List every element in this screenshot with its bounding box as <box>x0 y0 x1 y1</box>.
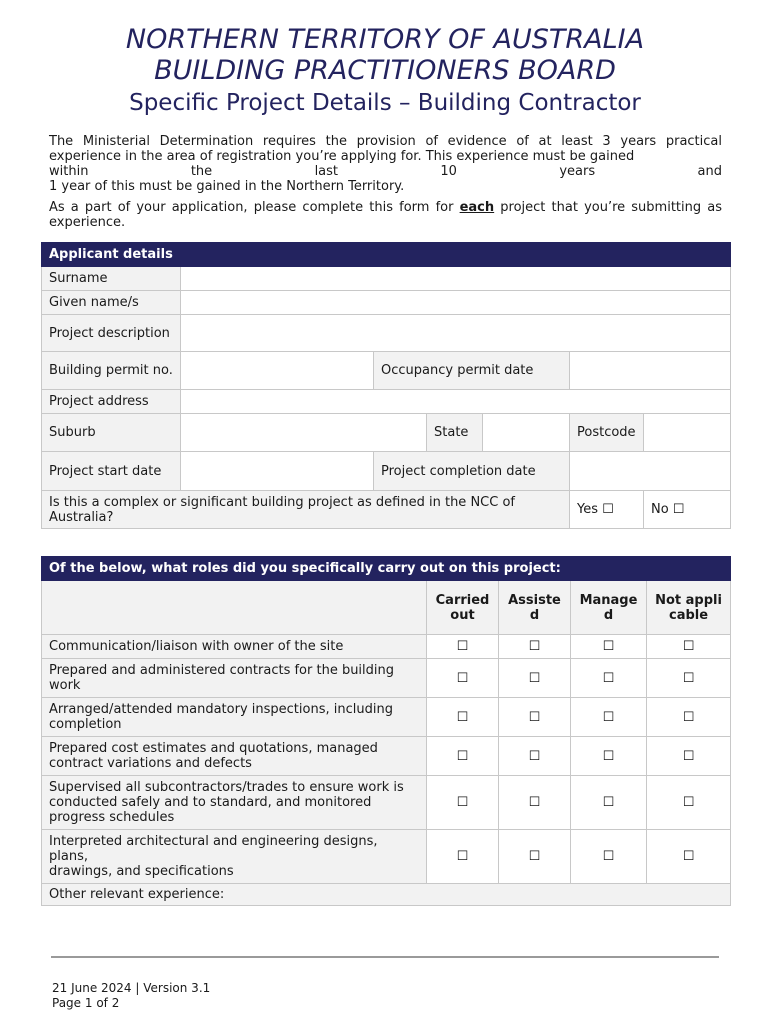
project-description-field[interactable] <box>181 315 731 352</box>
checkbox-carried-out[interactable]: ☐ <box>427 635 499 659</box>
suburb-field[interactable] <box>181 414 427 452</box>
checkbox-assisted[interactable]: ☐ <box>499 737 571 776</box>
role-rows <box>42 635 731 884</box>
intro-word: 10 <box>440 164 457 179</box>
title-line-2: BUILDING PRACTITIONERS BOARD <box>154 55 616 86</box>
checkbox-carried-out[interactable]: ☐ <box>427 776 499 830</box>
postcode-label: Postcode <box>570 414 644 452</box>
checkbox-not-applicable[interactable]: ☐ <box>647 737 731 776</box>
title-line-1: NORTHERN TERRITORY OF AUSTRALIA <box>125 24 645 55</box>
checkbox-carried-out[interactable]: ☐ <box>427 698 499 737</box>
checkbox-carried-out[interactable]: ☐ <box>427 830 499 884</box>
roles-corner <box>42 581 427 635</box>
role-label: Prepared cost estimates and quotations, managed contract variations and defects <box>42 737 427 776</box>
checkbox-managed[interactable]: ☐ <box>571 698 647 737</box>
intro-word: last <box>314 164 339 179</box>
other-experience-label: Other relevant experience: <box>42 884 731 906</box>
complex-no-checkbox[interactable]: No ☐ <box>644 491 731 529</box>
column-managed: Managed <box>571 581 647 635</box>
project-description-label: Project description <box>42 315 181 352</box>
board-title <box>0 24 770 86</box>
checkbox-carried-out[interactable]: ☐ <box>427 737 499 776</box>
state-label: State <box>427 414 483 452</box>
form-subtitle: Specific Project Details – Building Contractor <box>129 90 641 116</box>
intro-paragraph-2 <box>49 200 722 230</box>
roles-table <box>41 556 731 906</box>
role-label: Prepared and administered contracts for the building work <box>42 659 427 698</box>
footer-divider <box>51 956 719 958</box>
suburb-label: Suburb <box>42 414 181 452</box>
role-label: Interpreted architectural and engineering designs, plans, drawings, and specifications <box>42 830 427 884</box>
intro-emphasis: each <box>459 200 495 215</box>
checkbox-not-applicable[interactable]: ☐ <box>647 635 731 659</box>
role-label: Arranged/attended mandatory inspections, including completion <box>42 698 427 737</box>
footer-version: 21 June 2024 | Version 3.1 <box>52 981 211 995</box>
role-row <box>42 737 731 776</box>
intro-word: the <box>190 164 213 179</box>
checkbox-carried-out[interactable]: ☐ <box>427 659 499 698</box>
column-carried-out: Carried out <box>427 581 499 635</box>
complex-project-question: Is this a complex or significant building project as defined in the NCC of Australia? <box>42 491 570 529</box>
role-row <box>42 830 731 884</box>
checkbox-assisted[interactable]: ☐ <box>499 659 571 698</box>
checkbox-managed[interactable]: ☐ <box>571 659 647 698</box>
surname-label: Surname <box>42 267 181 291</box>
building-permit-label: Building permit no. <box>42 352 181 390</box>
project-address-field[interactable] <box>181 390 731 414</box>
project-address-label: Project address <box>42 390 181 414</box>
intro-paragraph-1 <box>49 134 722 194</box>
role-label: Communication/liaison with owner of the site <box>42 635 427 659</box>
intro-para2-b: project that you’re submitting as experience. <box>49 200 722 230</box>
role-label: Supervised all subcontractors/trades to ensure work is conducted safely and to standard, and monitored progress schedules <box>42 776 427 830</box>
intro-spread-line <box>49 164 722 179</box>
checkbox-not-applicable[interactable]: ☐ <box>647 776 731 830</box>
intro-text-a: The Ministerial Determination requires the provision of evidence of at least 3 years practical experience in the area of registration you’re applying for. This experience must be gained <box>49 134 722 164</box>
checkbox-assisted[interactable]: ☐ <box>499 635 571 659</box>
complex-yes-checkbox[interactable]: Yes ☐ <box>570 491 644 529</box>
page-footer <box>52 981 210 1011</box>
role-row <box>42 659 731 698</box>
given-names-label: Given name/s <box>42 291 181 315</box>
completion-date-label: Project completion date <box>374 452 570 491</box>
intro-word: and <box>697 164 722 179</box>
occupancy-permit-field[interactable] <box>570 352 731 390</box>
completion-date-field[interactable] <box>570 452 731 491</box>
applicant-details-table <box>41 242 731 529</box>
intro-para2-a: As a part of your application, please complete this form for <box>49 200 460 215</box>
role-row <box>42 635 731 659</box>
checkbox-assisted[interactable]: ☐ <box>499 830 571 884</box>
checkbox-assisted[interactable]: ☐ <box>499 776 571 830</box>
column-assisted: Assisted <box>499 581 571 635</box>
checkbox-not-applicable[interactable]: ☐ <box>647 830 731 884</box>
role-row <box>42 776 731 830</box>
roles-header: Of the below, what roles did you specifically carry out on this project: <box>42 557 731 581</box>
role-row <box>42 698 731 737</box>
checkbox-assisted[interactable]: ☐ <box>499 698 571 737</box>
checkbox-managed[interactable]: ☐ <box>571 737 647 776</box>
intro-text-b: 1 year of this must be gained in the Northern Territory. <box>49 179 405 194</box>
postcode-field[interactable] <box>644 414 731 452</box>
checkbox-managed[interactable]: ☐ <box>571 776 647 830</box>
start-date-label: Project start date <box>42 452 181 491</box>
occupancy-permit-label: Occupancy permit date <box>374 352 570 390</box>
surname-field[interactable] <box>181 267 731 291</box>
start-date-field[interactable] <box>181 452 374 491</box>
checkbox-managed[interactable]: ☐ <box>571 635 647 659</box>
checkbox-not-applicable[interactable]: ☐ <box>647 698 731 737</box>
state-field[interactable] <box>483 414 570 452</box>
given-names-field[interactable] <box>181 291 731 315</box>
column-not-applicable: Not applicable <box>647 581 731 635</box>
checkbox-not-applicable[interactable]: ☐ <box>647 659 731 698</box>
intro-word: within <box>49 164 89 179</box>
footer-page-number: Page 1 of 2 <box>52 996 120 1010</box>
building-permit-field[interactable] <box>181 352 374 390</box>
checkbox-managed[interactable]: ☐ <box>571 830 647 884</box>
intro-word: years <box>559 164 596 179</box>
applicant-details-header: Applicant details <box>42 243 731 267</box>
